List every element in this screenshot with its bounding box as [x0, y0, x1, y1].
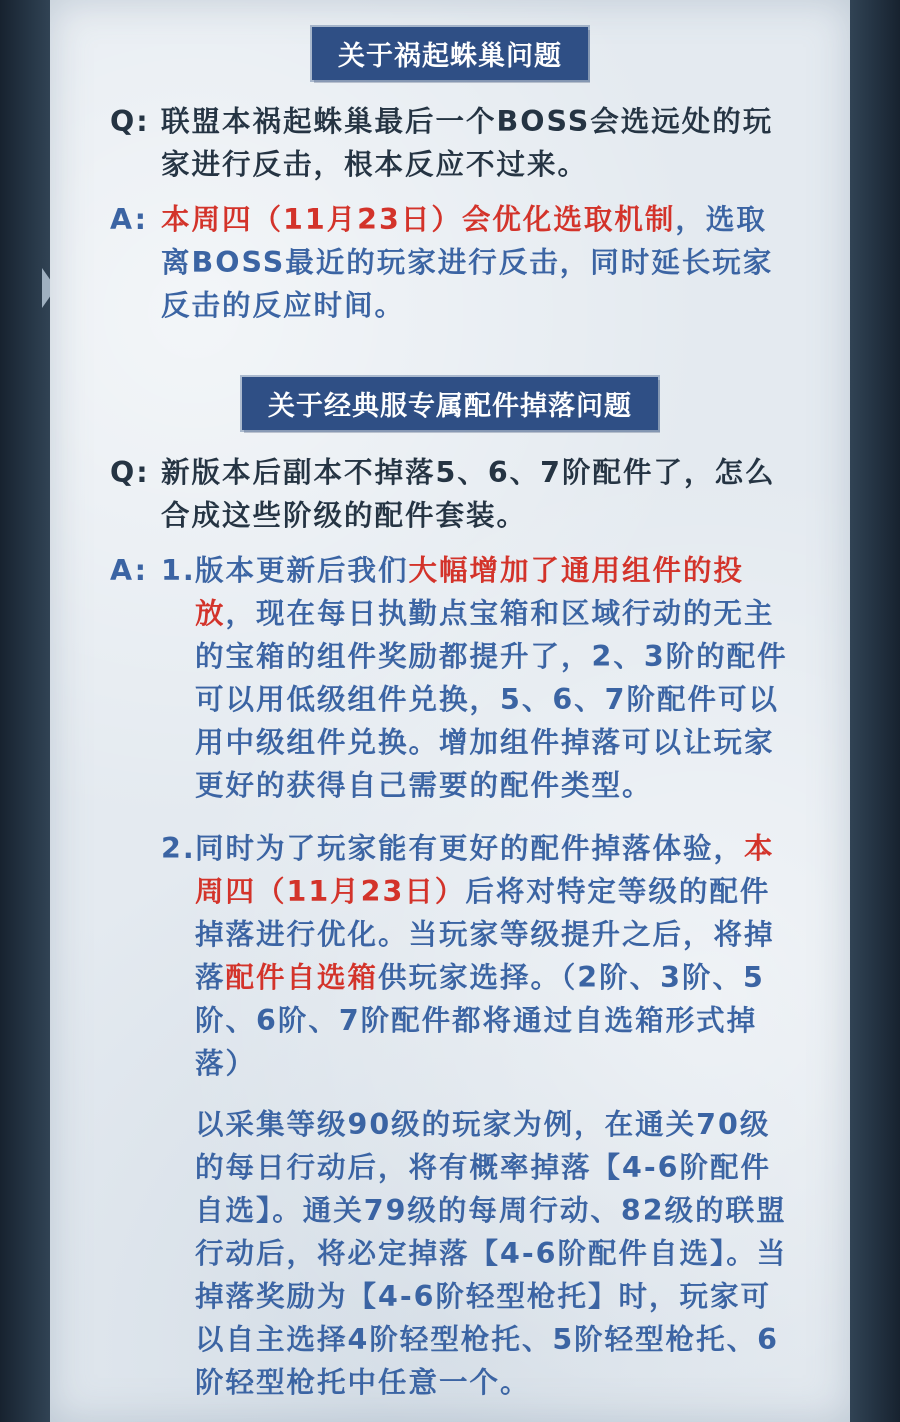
- item-pre: 同时为了玩家能有更好的配件掉落体验，: [195, 832, 745, 865]
- item-highlight-date: 本周四（11月23日）: [195, 832, 775, 908]
- item-text: [195, 827, 792, 1085]
- item-highlight: 大幅增加了通用组件的投放: [195, 554, 745, 630]
- answer-1: [110, 198, 792, 327]
- question-text: 联盟本祸起蛛巢最后一个BOSS会选远处的玩家进行反击，根本反应不过来。: [161, 105, 774, 181]
- answer-highlight: 本周四（11月23日）会优化选取机制: [161, 203, 676, 236]
- right-frame: [850, 0, 900, 1422]
- item-gap: [161, 807, 792, 827]
- item-mid: 后将对特定等级的配件掉落进行优化。当玩家等级提升之后，将掉落: [195, 875, 775, 994]
- item-pre: 版本更新后我们: [195, 554, 409, 587]
- item-post: 供玩家选择。（2阶、3阶、5阶、6阶、7阶配件都将通过自选箱形式掉落）: [195, 961, 765, 1080]
- question-2: [110, 451, 792, 537]
- answer-tag: A:: [110, 554, 148, 587]
- left-frame: [0, 0, 50, 1422]
- section-title-spider-nest: 关于祸起蛛巢问题: [312, 27, 588, 80]
- answer-body: [161, 549, 792, 1404]
- example-paragraph: 以采集等级90级的玩家为例，在通关70级的每日行动后，将有概率掉落【4-6阶配件自选】。通关79级的每周行动、82级的联盟行动后，将必定掉落【4-6阶配件自选】。当掉落奖励为【4-6阶轻型枪托】时，玩家可以自主选择4阶轻型枪托、5阶轻型枪托、6阶轻型枪托中任意一个。: [195, 1108, 788, 1399]
- answer-rest: ，选取离BOSS最近的玩家进行反击，同时延长玩家反击的反应时间。: [161, 203, 774, 322]
- answer-2: [110, 549, 792, 1404]
- answer-tag: A:: [110, 203, 148, 236]
- question-1: [110, 100, 792, 186]
- answer-text: [161, 198, 792, 327]
- item-post: ，现在每日执勤点宝箱和区域行动的无主的宝箱的组件奖励都提升了，2、3阶的配件可以用低级组件兑换，5、6、7阶配件可以用中级组件兑换。增加组件掉落可以让玩家更好的获得自己需要的配件类型。: [195, 597, 788, 802]
- answer-item-2: [161, 827, 792, 1085]
- item-number: 2.: [161, 832, 196, 865]
- item-number: 1.: [161, 554, 196, 587]
- section-title-accessory-drop: 关于经典服专属配件掉落问题: [242, 377, 658, 430]
- item-text: [195, 549, 792, 807]
- question-tag: Q:: [110, 105, 150, 138]
- answer-item-1: [161, 549, 792, 807]
- question-tag: Q:: [110, 456, 150, 489]
- question-text: 新版本后副本不掉落5、6、7阶配件了，怎么合成这些阶级的配件套装。: [161, 456, 776, 532]
- item-highlight-box: 配件自选箱: [225, 961, 379, 994]
- paper-panel: [50, 0, 850, 1422]
